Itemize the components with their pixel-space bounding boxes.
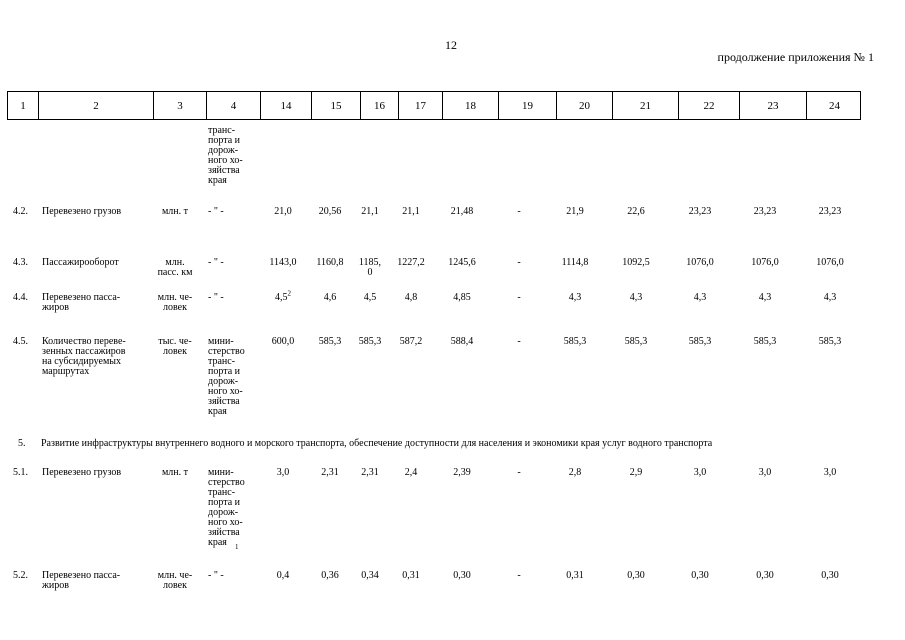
value-cell: 0,34 <box>361 570 379 581</box>
value-cell: - <box>517 336 521 347</box>
value-cell: 3,0 <box>758 467 772 478</box>
value-cell: 4,3 <box>758 292 772 303</box>
row-responsible: мини- стерство транс- порта и дорож- ного хо- зяйства края <box>208 336 245 417</box>
value-cell: 0,36 <box>321 570 339 581</box>
value-cell: 4,5 <box>363 292 377 303</box>
header-col-18: 18 <box>442 92 498 119</box>
header-col-2: 2 <box>38 92 153 119</box>
value-cell: 21,48 <box>450 206 474 217</box>
value-cell: 1245,6 <box>448 257 476 268</box>
value-cell: - <box>517 292 521 303</box>
value-cell: 585,3 <box>624 336 648 347</box>
value-cell: - <box>517 570 521 581</box>
value-cell: 23,23 <box>818 206 842 217</box>
section-title: Развитие инфраструктуры внутреннего водного и морского транспорта, обеспечение доступности для населения и экономики края услуг водного транспорта <box>41 438 713 449</box>
value-cell: 1092,5 <box>622 257 650 268</box>
value-cell: $4,5^2$ <box>275 289 291 303</box>
row-indicator: Перевезено пасса- жиров <box>42 570 121 591</box>
value-cell: 20,56 <box>318 206 342 217</box>
header-col-15: 15 <box>311 92 360 119</box>
value-cell: 3,0 <box>693 467 707 478</box>
row-number: 4.2. <box>13 206 28 217</box>
table-header <box>7 91 861 120</box>
row-number: 5.2. <box>13 570 28 581</box>
value-cell: 1160,8 <box>316 257 344 268</box>
row-indicator: Перевезено пасса- жиров <box>42 292 121 313</box>
row-responsible: - " - <box>208 257 224 268</box>
header-col-19: 19 <box>498 92 556 119</box>
value-cell: 4,85 <box>453 292 471 303</box>
value-cell: 585,3 <box>818 336 842 347</box>
row-unit: млн. пасс. км <box>157 257 193 278</box>
value-cell: 22,6 <box>627 206 645 217</box>
row-unit: млн. т <box>161 467 189 478</box>
row-unit: млн. т <box>161 206 189 217</box>
continuation-label: продолжение приложения № 1 <box>717 50 874 64</box>
value-cell: 0,30 <box>756 570 774 581</box>
row-indicator: Количество переве- зенных пассажиров на субсидируемых маршрутах <box>42 336 126 377</box>
value-cell: 587,2 <box>399 336 423 347</box>
value-cell: 1076,0 <box>686 257 714 268</box>
value-cell: - <box>517 467 521 478</box>
row-unit: млн. че- ловек <box>157 292 193 313</box>
value-cell: 585,3 <box>688 336 712 347</box>
value-cell: 4,3 <box>568 292 582 303</box>
value-cell: 585,3 <box>318 336 342 347</box>
row-responsible: мини- стерство транс- порта и дорож- ного хо- зяйства края <box>208 467 245 548</box>
header-col-3: 3 <box>153 92 206 119</box>
value-cell: 4,8 <box>404 292 418 303</box>
header-col-16: 16 <box>360 92 398 119</box>
header-col-24: 24 <box>806 92 862 119</box>
row-number: 5.1. <box>13 467 28 478</box>
section-number: 5. <box>18 438 26 449</box>
value-cell: 21,1 <box>361 206 379 217</box>
value-cell: 3,0 <box>276 467 290 478</box>
value-cell: - <box>517 206 521 217</box>
header-col-1: 1 <box>20 99 26 112</box>
value-cell: 2,8 <box>568 467 582 478</box>
top-continuation-text: транс- порта и дорож- ного хо- зяйства края <box>208 125 243 186</box>
value-cell: 4,3 <box>693 292 707 303</box>
value-cell: 0,31 <box>402 570 420 581</box>
value-cell: 21,9 <box>566 206 584 217</box>
value-cell: 1114,8 <box>561 257 589 268</box>
row-number: 4.4. <box>13 292 28 303</box>
value-cell: 2,4 <box>404 467 418 478</box>
value-cell: 4,6 <box>323 292 337 303</box>
row-number: 4.3. <box>13 257 28 268</box>
value-cell: 0,31 <box>566 570 584 581</box>
value-cell: 588,4 <box>450 336 474 347</box>
row-unit: тыс. че- ловек <box>158 336 192 357</box>
value-cell: 0,4 <box>276 570 290 581</box>
value-cell: - <box>517 257 521 268</box>
header-col-22: 22 <box>678 92 739 119</box>
header-col-14: 14 <box>260 92 311 119</box>
value-cell: 23,23 <box>688 206 712 217</box>
value-cell: 4,3 <box>629 292 643 303</box>
value-cell: 600,0 <box>271 336 295 347</box>
header-col-17: 17 <box>398 92 442 119</box>
header-col-4: 4 <box>206 92 260 119</box>
header-col-20: 20 <box>556 92 612 119</box>
value-cell: 2,31 <box>321 467 339 478</box>
row-unit: млн. че- ловек <box>157 570 193 591</box>
value-cell: 1185, 0 <box>358 257 382 278</box>
row-responsible: - " - <box>208 206 224 217</box>
value-cell: 2,9 <box>629 467 643 478</box>
row-indicator: Перевезено грузов <box>42 206 122 217</box>
row-indicator: Пассажирооборот <box>42 257 119 268</box>
value-cell: 23,23 <box>753 206 777 217</box>
header-col-23: 23 <box>739 92 806 119</box>
value-cell: 585,3 <box>563 336 587 347</box>
value-cell: 585,3 <box>753 336 777 347</box>
header-col-21: 21 <box>612 92 678 119</box>
page-number: 12 <box>445 38 457 52</box>
value-cell: 1076,0 <box>816 257 844 268</box>
value-cell: 585,3 <box>358 336 382 347</box>
row-indicator: Перевезено грузов <box>42 467 122 478</box>
value-cell: 0,30 <box>627 570 645 581</box>
value-cell: 4,3 <box>823 292 837 303</box>
row-responsible: - " - <box>208 570 224 581</box>
value-cell: 1227,2 <box>397 257 425 268</box>
value-cell: 2,31 <box>361 467 379 478</box>
value-cell: 21,1 <box>402 206 420 217</box>
value-cell: 1143,0 <box>269 257 297 268</box>
value-cell: 21,0 <box>274 206 292 217</box>
row-responsible: - " - <box>208 292 224 303</box>
value-cell: 3,0 <box>823 467 837 478</box>
value-cell: 2,39 <box>453 467 471 478</box>
row-number: 4.5. <box>13 336 28 347</box>
footnote-mark: 1 <box>235 543 239 551</box>
value-cell: 0,30 <box>691 570 709 581</box>
value-cell: 1076,0 <box>751 257 779 268</box>
value-cell: 0,30 <box>821 570 839 581</box>
value-cell: 0,30 <box>453 570 471 581</box>
